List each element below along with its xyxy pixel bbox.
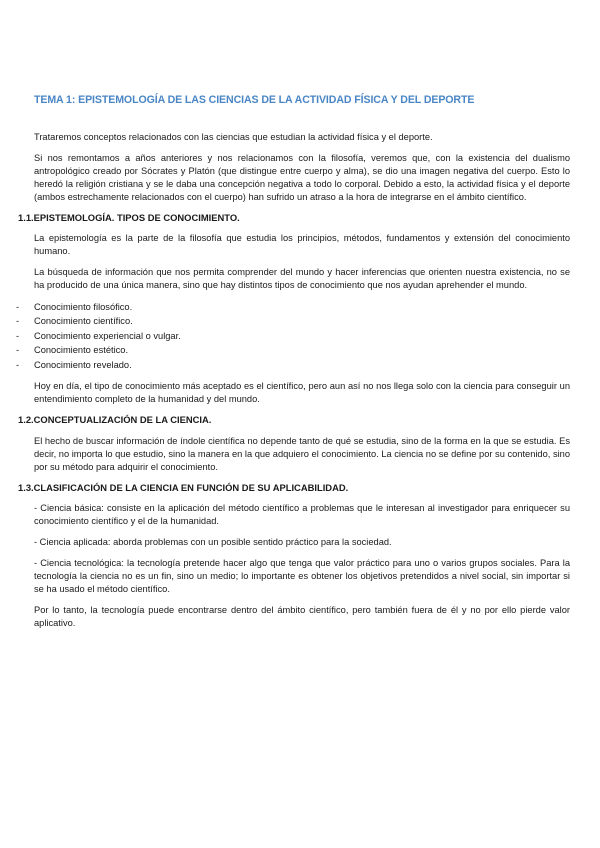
- list-item: [0, 329, 600, 343]
- document-body: [0, 131, 600, 630]
- section3-paragraph: - Ciencia básica: consiste en la aplicación del método científico a problemas que le interesan al investigador para enriquecer su conocimiento científico y el de la humanidad.: [34, 503, 570, 527]
- intro-paragraph: Trataremos conceptos relacionados con las ciencias que estudian la actividad física y el deporte.: [34, 132, 433, 142]
- list-item-label: Conocimiento científico.: [34, 316, 133, 327]
- bullet-dash: -: [16, 302, 20, 313]
- list-item: [0, 358, 600, 372]
- list-item-label: Conocimiento estético.: [34, 345, 129, 356]
- list-item: [0, 300, 600, 314]
- bullet-dash: -: [16, 359, 20, 370]
- bullet-dash: -: [16, 345, 20, 356]
- list-item-label: Conocimiento revelado.: [34, 359, 132, 370]
- bullet-dash: -: [16, 330, 20, 341]
- list-item: [0, 343, 600, 357]
- section-heading-conceptualizacion: 1.2.CONCEPTUALIZACIÓN DE LA CIENCIA.: [18, 413, 212, 425]
- document-title: TEMA 1: EPISTEMOLOGÍA DE LAS CIENCIAS DE LA ACTIVIDAD FÍSICA Y DEL DEPORTE: [34, 94, 475, 106]
- section1-paragraph: Hoy en día, el tipo de conocimiento más aceptado es el científico, pero aun así no nos llega solo con la ciencia para conseguir un entendimiento completo de la humanidad y del mundo.: [34, 381, 570, 404]
- bullet-dash: -: [16, 316, 20, 327]
- intro-paragraph: Si nos remontamos a años anteriores y nos relacionamos con la filosofía, veremos que, con la existencia del dualismo antropológico creado por Sócrates y Platón (que distingue entre cuerpo y alma), se dio una imagen negativa del cuerpo. Esto lo heredó la religión cristiana y se le daba una concepción negativa a todo lo corporal. Debido a esto, la actividad física y el deporte (ambos estrechamente relacionados con el cuerpo) han sufrido un atraso a la hora de integrarse en el ámbito científico.: [34, 152, 570, 202]
- section3-paragraph: Por lo tanto, la tecnología puede encontrarse dentro del ámbito científico, pero también fuera de él y no por ello pierde valor aplicativo.: [34, 604, 570, 628]
- section3-paragraph: - Ciencia tecnológica: la tecnología pretende hacer algo que tenga que valor práctico para uno o varios grupos sociales. Para la tecnología la ciencia no es un fin, sino un medio; lo importante es obtener los objetivos pretendidos a nivel social, sin importar si se ha usado el método científico.: [34, 558, 570, 594]
- list-item: [0, 314, 600, 328]
- list-item-label: Conocimiento filosófico.: [34, 302, 133, 313]
- section1-paragraph: La búsqueda de información que nos permita comprender del mundo y hacer inferencias que orienten nuestra existencia, no se ha producido de una única manera, sino que hay distintos tipos de conocimiento que nos ayudan aprehender el mundo.: [34, 267, 570, 291]
- list-item-label: Conocimiento experiencial o vulgar.: [34, 330, 181, 341]
- section-heading-epistemologia: 1.1.EPISTEMOLOGÍA. TIPOS DE CONOCIMIENTO.: [18, 211, 240, 223]
- knowledge-types-list: [0, 300, 600, 372]
- section3-paragraph: - Ciencia aplicada: aborda problemas con un posible sentido práctico para la sociedad.: [34, 537, 392, 548]
- section-heading-clasificacion: 1.3.CLASIFICACIÓN DE LA CIENCIA EN FUNCIÓN DE SU APLICABILIDAD.: [18, 481, 349, 493]
- section2-paragraph: El hecho de buscar información de índole científica no depende tanto de qué se estudia, sino de la forma en la que se estudia. Es decir, no importa lo que estudio, sino la manera en la que adquiero el conocimiento. La ciencia no se define por su contenido, sino por su método para adquirir el conocimiento.: [34, 435, 570, 472]
- section1-paragraph: La epistemología es la parte de la filosofía que estudia los principios, métodos, fundamentos y extensión del conocimiento humano.: [34, 233, 570, 257]
